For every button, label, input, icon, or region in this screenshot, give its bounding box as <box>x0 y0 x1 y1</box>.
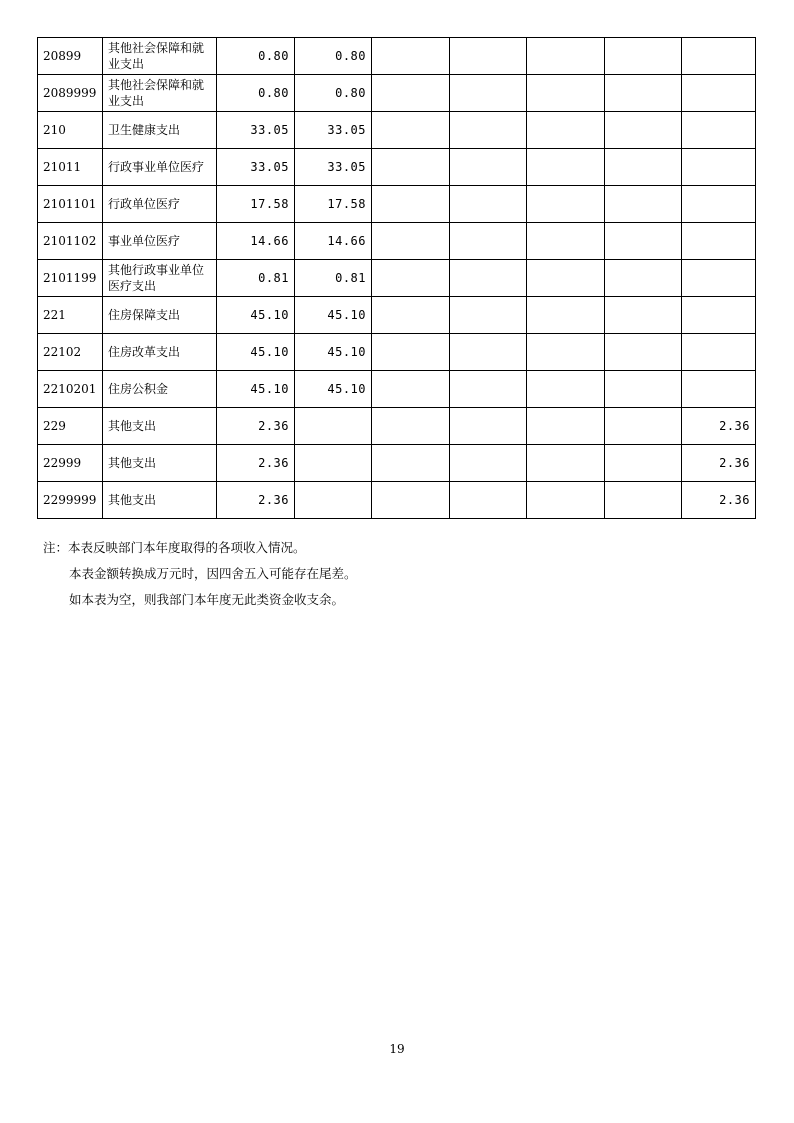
cell-code: 22999 <box>38 445 103 482</box>
cell-col-7 <box>682 38 756 75</box>
cell-col-1: 2.36 <box>217 482 295 519</box>
cell-col-5 <box>527 482 605 519</box>
cell-col-1: 0.80 <box>217 38 295 75</box>
table-row <box>38 112 756 149</box>
cell-col-2: 0.80 <box>295 75 372 112</box>
cell-col-6 <box>605 75 682 112</box>
cell-code: 21011 <box>38 149 103 186</box>
cell-col-7 <box>682 223 756 260</box>
cell-code: 221 <box>38 297 103 334</box>
cell-col-7 <box>682 186 756 223</box>
cell-col-3 <box>372 445 450 482</box>
cell-col-3 <box>372 408 450 445</box>
cell-name: 住房改革支出 <box>103 334 217 371</box>
cell-col-2: 45.10 <box>295 334 372 371</box>
cell-col-3 <box>372 38 450 75</box>
cell-col-3 <box>372 186 450 223</box>
cell-col-6 <box>605 408 682 445</box>
cell-col-7 <box>682 334 756 371</box>
cell-col-2: 33.05 <box>295 149 372 186</box>
cell-code: 2299999 <box>38 482 103 519</box>
cell-col-5 <box>527 186 605 223</box>
cell-code: 2101199 <box>38 260 103 297</box>
cell-col-3 <box>372 149 450 186</box>
cell-col-5 <box>527 260 605 297</box>
cell-col-6 <box>605 445 682 482</box>
cell-col-5 <box>527 297 605 334</box>
cell-col-5 <box>527 371 605 408</box>
cell-code: 2210201 <box>38 371 103 408</box>
note-line-1: 注：本表反映部门本年度取得的各项收入情况。 <box>43 540 306 555</box>
cell-name: 其他社会保障和就业支出 <box>103 38 217 75</box>
cell-col-5 <box>527 149 605 186</box>
budget-table <box>37 37 756 519</box>
cell-col-3 <box>372 223 450 260</box>
cell-col-4 <box>450 371 527 408</box>
cell-col-7 <box>682 75 756 112</box>
cell-col-6 <box>605 223 682 260</box>
cell-col-6 <box>605 371 682 408</box>
cell-name: 其他行政事业单位医疗支出 <box>103 260 217 297</box>
cell-col-7: 2.36 <box>682 408 756 445</box>
cell-code: 210 <box>38 112 103 149</box>
cell-col-4 <box>450 297 527 334</box>
cell-name: 其他支出 <box>103 482 217 519</box>
cell-col-6 <box>605 482 682 519</box>
cell-col-4 <box>450 38 527 75</box>
table-row <box>38 445 756 482</box>
note-line-3: 如本表为空，则我部门本年度无此类资金收支余。 <box>69 592 345 607</box>
cell-col-6 <box>605 112 682 149</box>
cell-col-7 <box>682 112 756 149</box>
cell-code: 22102 <box>38 334 103 371</box>
cell-col-5 <box>527 112 605 149</box>
cell-col-3 <box>372 334 450 371</box>
cell-col-1: 45.10 <box>217 371 295 408</box>
cell-col-1: 17.58 <box>217 186 295 223</box>
table-row <box>38 408 756 445</box>
table-row <box>38 371 756 408</box>
table-row <box>38 149 756 186</box>
cell-col-3 <box>372 75 450 112</box>
cell-name: 其他社会保障和就业支出 <box>103 75 217 112</box>
table-row <box>38 260 756 297</box>
cell-col-5 <box>527 223 605 260</box>
cell-col-2: 33.05 <box>295 112 372 149</box>
cell-col-6 <box>605 149 682 186</box>
cell-col-5 <box>527 445 605 482</box>
cell-code: 229 <box>38 408 103 445</box>
cell-col-7: 2.36 <box>682 482 756 519</box>
cell-col-7 <box>682 149 756 186</box>
cell-col-4 <box>450 260 527 297</box>
cell-col-7: 2.36 <box>682 445 756 482</box>
cell-col-4 <box>450 223 527 260</box>
cell-col-7 <box>682 371 756 408</box>
table-row <box>38 38 756 75</box>
table-row <box>38 482 756 519</box>
cell-col-4 <box>450 186 527 223</box>
cell-col-2 <box>295 482 372 519</box>
cell-col-1: 0.80 <box>217 75 295 112</box>
note-line-2: 本表金额转换成万元时，因四舍五入可能存在尾差。 <box>69 566 357 581</box>
cell-code: 2089999 <box>38 75 103 112</box>
cell-name: 住房保障支出 <box>103 297 217 334</box>
cell-name: 住房公积金 <box>103 371 217 408</box>
cell-col-6 <box>605 38 682 75</box>
cell-col-4 <box>450 75 527 112</box>
cell-col-4 <box>450 482 527 519</box>
cell-col-4 <box>450 334 527 371</box>
cell-col-3 <box>372 482 450 519</box>
cell-col-3 <box>372 371 450 408</box>
cell-col-6 <box>605 260 682 297</box>
table-row <box>38 334 756 371</box>
cell-name: 卫生健康支出 <box>103 112 217 149</box>
cell-col-1: 2.36 <box>217 408 295 445</box>
cell-col-1: 45.10 <box>217 334 295 371</box>
cell-col-6 <box>605 334 682 371</box>
page-number: 19 <box>389 1042 405 1056</box>
cell-col-5 <box>527 75 605 112</box>
cell-col-5 <box>527 408 605 445</box>
cell-col-2: 45.10 <box>295 371 372 408</box>
cell-col-3 <box>372 112 450 149</box>
cell-col-2: 17.58 <box>295 186 372 223</box>
cell-col-7 <box>682 297 756 334</box>
cell-col-4 <box>450 112 527 149</box>
table-row <box>38 186 756 223</box>
cell-code: 20899 <box>38 38 103 75</box>
cell-col-4 <box>450 408 527 445</box>
table-row <box>38 223 756 260</box>
cell-name: 其他支出 <box>103 408 217 445</box>
cell-name: 事业单位医疗 <box>103 223 217 260</box>
cell-col-2 <box>295 445 372 482</box>
table-row <box>38 297 756 334</box>
cell-code: 2101102 <box>38 223 103 260</box>
cell-col-2 <box>295 408 372 445</box>
cell-name: 行政事业单位医疗 <box>103 149 217 186</box>
cell-col-3 <box>372 297 450 334</box>
cell-col-5 <box>527 38 605 75</box>
cell-col-2: 14.66 <box>295 223 372 260</box>
cell-col-1: 2.36 <box>217 445 295 482</box>
cell-name: 行政单位医疗 <box>103 186 217 223</box>
cell-col-6 <box>605 186 682 223</box>
cell-col-6 <box>605 297 682 334</box>
table-row <box>38 75 756 112</box>
cell-col-7 <box>682 260 756 297</box>
cell-code: 2101101 <box>38 186 103 223</box>
cell-col-2: 45.10 <box>295 297 372 334</box>
cell-name: 其他支出 <box>103 445 217 482</box>
cell-col-1: 14.66 <box>217 223 295 260</box>
cell-col-1: 0.81 <box>217 260 295 297</box>
table-body <box>38 38 756 519</box>
cell-col-1: 45.10 <box>217 297 295 334</box>
cell-col-4 <box>450 149 527 186</box>
cell-col-4 <box>450 445 527 482</box>
cell-col-3 <box>372 260 450 297</box>
notes <box>43 538 357 616</box>
cell-col-2: 0.81 <box>295 260 372 297</box>
cell-col-1: 33.05 <box>217 112 295 149</box>
cell-col-1: 33.05 <box>217 149 295 186</box>
cell-col-2: 0.80 <box>295 38 372 75</box>
cell-col-5 <box>527 334 605 371</box>
